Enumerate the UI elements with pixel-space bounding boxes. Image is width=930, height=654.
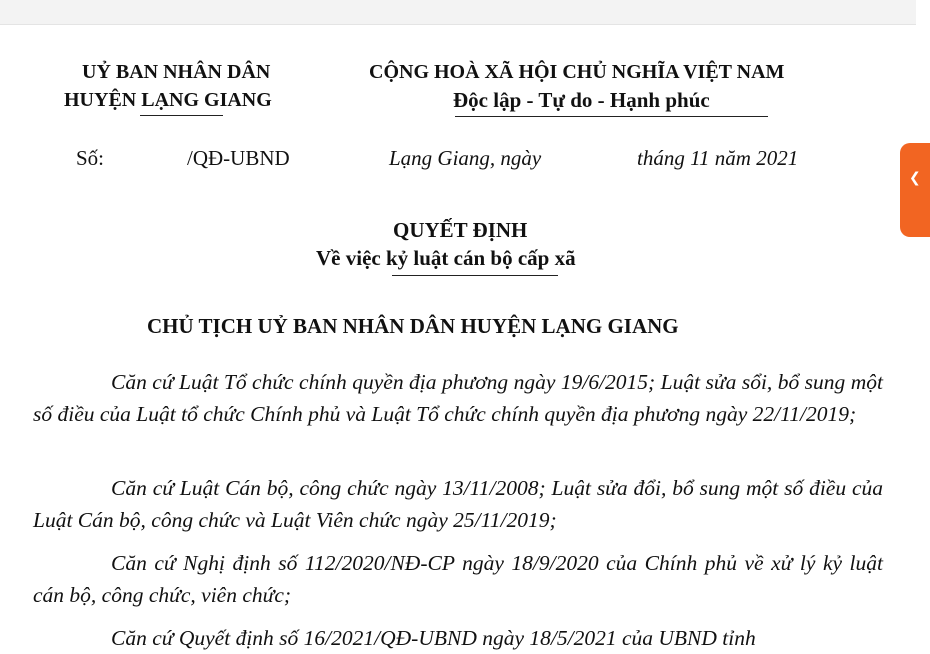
agency-name-line2: HUYỆN LẠNG GIANG	[64, 89, 272, 111]
national-motto: Độc lập - Tự do - Hạnh phúc	[453, 88, 710, 112]
decision-subject: Về việc kỷ luật cán bộ cấp xã	[316, 246, 576, 270]
motto-underline	[455, 116, 768, 117]
legal-basis-1: Căn cứ Luật Tổ chức chính quyền địa phương ngày 19/6/2015; Luật sửa sổi, bổ sung một số điều của Luật tổ chức Chính phủ và Luật Tổ chức chính quyền địa phương ngày 22/11/2019;	[33, 370, 883, 426]
legal-basis-4: Căn cứ Quyết định số 16/2021/QĐ-UBND ngày 18/5/2021 của UBND tỉnh	[111, 626, 756, 650]
chevron-left-icon: ❮	[909, 170, 921, 186]
agency-name-line1: UỶ BAN NHÂN DÂN	[82, 61, 271, 83]
national-title: CỘNG HOÀ XÃ HỘI CHỦ NGHĨA VIỆT NAM	[369, 61, 785, 83]
decision-title: QUYẾT ĐỊNH	[393, 218, 528, 242]
subject-underline	[392, 275, 558, 276]
legal-basis-3: Căn cứ Nghị định số 112/2020/NĐ-CP ngày 18/9/2020 của Chính phủ về xử lý kỷ luật cán bộ, công chức, viên chức;	[33, 551, 883, 607]
date-place: Lạng Giang, ngày	[389, 146, 542, 170]
agency-underline	[140, 115, 223, 116]
doc-number-suffix: /QĐ-UBND	[187, 146, 290, 170]
legal-basis-2: Căn cứ Luật Cán bộ, công chức ngày 13/11/2008; Luật sửa đổi, bổ sung một số điều của Luật Cán bộ, công chức và Luật Viên chức ngày 25/11/2019;	[33, 476, 883, 532]
date-rest: tháng 11 năm 2021	[637, 146, 799, 170]
issuing-authority: CHỦ TỊCH UỶ BAN NHÂN DÂN HUYỆN LẠNG GIANG	[147, 314, 679, 338]
side-panel-tab[interactable]	[900, 143, 930, 237]
doc-number-label: Số:	[76, 146, 105, 170]
